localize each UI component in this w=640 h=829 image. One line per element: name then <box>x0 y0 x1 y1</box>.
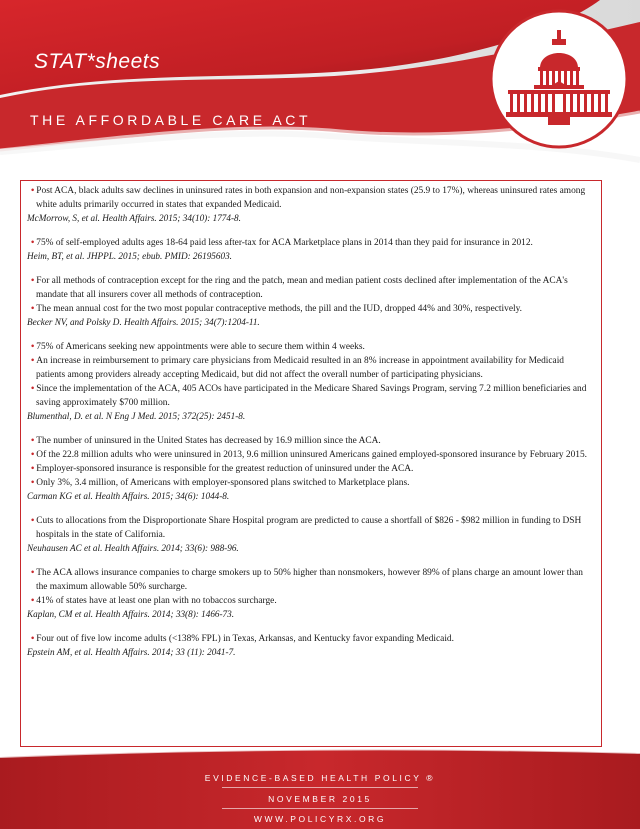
bullet-icon: • <box>31 304 35 314</box>
fact-bullet <box>27 340 595 354</box>
fact-text: Employer-sponsored insurance is responsible for the greatest reduction of uninsured under the ACA. <box>36 464 414 474</box>
citation: Kaplan, CM et al. Health Affairs. 2014; 33(8): 1466-73. <box>27 609 235 619</box>
fact-section <box>27 514 595 555</box>
citation: Becker NV, and Polsky D. Health Affairs. 2015; 34(7):1204-11. <box>27 317 260 327</box>
bullet-icon: • <box>31 568 35 578</box>
fact-text: The number of uninsured in the United States has decreased by 16.9 million since the ACA. <box>36 436 381 446</box>
fact-bullet <box>27 514 595 542</box>
fact-text: Post ACA, black adults saw declines in uninsured rates in both expansion and non-expansion states (25.9 to 17%), whereas uninsured rates among white adults primarily occurred in states that expanded Medicaid. <box>36 186 586 210</box>
fact-bullet <box>27 594 595 608</box>
bullet-icon: • <box>31 478 35 488</box>
bullet-icon: • <box>31 450 35 460</box>
fact-bullet <box>27 476 595 490</box>
fact-section <box>27 434 595 503</box>
fact-bullet <box>27 434 595 448</box>
facts-panel <box>20 180 602 747</box>
page-title: THE AFFORDABLE CARE ACT <box>30 112 312 128</box>
bullet-icon: • <box>31 186 35 196</box>
fact-text: An increase in reimbursement to primary care physicians from Medicaid resulted in an 8% increase in appointment availability for Medicaid patients among providers already accepting Medicaid, but did not affect the overall number of participating physicians. <box>36 356 564 380</box>
fact-section <box>27 184 595 225</box>
brand-title: STAT*sheets <box>34 50 161 73</box>
fact-text: Since the implementation of the ACA, 405 ACOs have participated in the Medicare Shared Savings Program, serving 7.2 million beneficiaries and saving approximately $700 million. <box>36 384 587 408</box>
fact-bullet <box>27 302 595 316</box>
fact-section <box>27 274 595 329</box>
footer-date: NOVEMBER 2015 <box>268 794 372 804</box>
bullet-icon: • <box>31 342 35 352</box>
footer-divider <box>222 787 418 788</box>
fact-text: Four out of five low income adults (<138% FPL) in Texas, Arkansas, and Kentucky favor expanding Medicaid. <box>36 634 454 644</box>
bullet-icon: • <box>31 464 35 474</box>
fact-text: The mean annual cost for the two most popular contraceptive methods, the pill and the IUD, dropped 44% and 30%, respectively. <box>36 304 523 314</box>
footer-tagline: EVIDENCE-BASED HEALTH POLICY ® <box>204 773 436 783</box>
fact-bullet <box>27 632 595 646</box>
fact-bullet <box>27 274 595 302</box>
capitol-building-icon <box>488 8 630 150</box>
fact-section <box>27 566 595 621</box>
bullet-icon: • <box>31 516 35 526</box>
fact-bullet <box>27 566 595 594</box>
fact-bullet <box>27 236 595 250</box>
bullet-icon: • <box>31 238 35 248</box>
fact-text: 41% of states have at least one plan with no tobaccos surcharge. <box>36 596 277 606</box>
fact-section <box>27 632 595 659</box>
footer-website-link[interactable]: WWW.POLICYRX.ORG <box>253 814 387 824</box>
fact-section <box>27 340 595 423</box>
fact-text: Cuts to allocations from the Disproportionate Share Hospital program are predicted to cause a shortfall of $826 - $982 million in funding to DSH hospitals in the state of California. <box>36 516 582 540</box>
citation: Blumenthal, D. et al. N Eng J Med. 2015; 372(25): 2451-8. <box>27 411 246 421</box>
fact-text: The ACA allows insurance companies to charge smokers up to 50% higher than nonsmokers, however 89% of plans charge an amount lower than the maximum allowable 50% surcharge. <box>36 568 583 592</box>
fact-bullet <box>27 448 595 462</box>
fact-section <box>27 236 595 263</box>
fact-bullet <box>27 462 595 476</box>
bullet-icon: • <box>31 356 35 366</box>
fact-text: Only 3%, 3.4 million, of Americans with employer-sponsored plans switched to Marketplace plans. <box>36 478 410 488</box>
fact-bullet <box>27 382 595 410</box>
bullet-icon: • <box>31 384 35 394</box>
bullet-icon: • <box>31 276 35 286</box>
citation: Heim, BT, et al. JHPPL. 2015; ebub. PMID: 26195603. <box>27 251 232 261</box>
fact-bullet <box>27 184 595 212</box>
fact-bullet <box>27 354 595 382</box>
bullet-icon: • <box>31 436 35 446</box>
bullet-icon: • <box>31 596 35 606</box>
citation: McMorrow, S, et al. Health Affairs. 2015; 34(10): 1774-8. <box>27 213 241 223</box>
fact-text: 75% of Americans seeking new appointments were able to secure them within 4 weeks. <box>36 342 365 352</box>
citation: Carman KG et al. Health Affairs. 2015; 34(6): 1044-8. <box>27 491 230 501</box>
bullet-icon: • <box>31 634 35 644</box>
fact-text: 75% of self-employed adults ages 18-64 paid less after-tax for ACA Marketplace plans in 2014 than they paid for insurance in 2012. <box>36 238 533 248</box>
footer-divider <box>222 808 418 809</box>
citation: Neuhausen AC et al. Health Affairs. 2014; 33(6): 988-96. <box>27 543 239 553</box>
citation: Epstein AM, et al. Health Affairs. 2014; 33 (11): 2041-7. <box>27 647 236 657</box>
fact-text: For all methods of contraception except for the ring and the patch, mean and median patient costs declined after implementation of the ACA's mandate that all insurers cover all methods of contraception. <box>36 276 568 300</box>
fact-text: Of the 22.8 million adults who were uninsured in 2013, 9.6 million uninsured Americans gained employed-sponsored insurance by February 2015. <box>36 450 587 460</box>
